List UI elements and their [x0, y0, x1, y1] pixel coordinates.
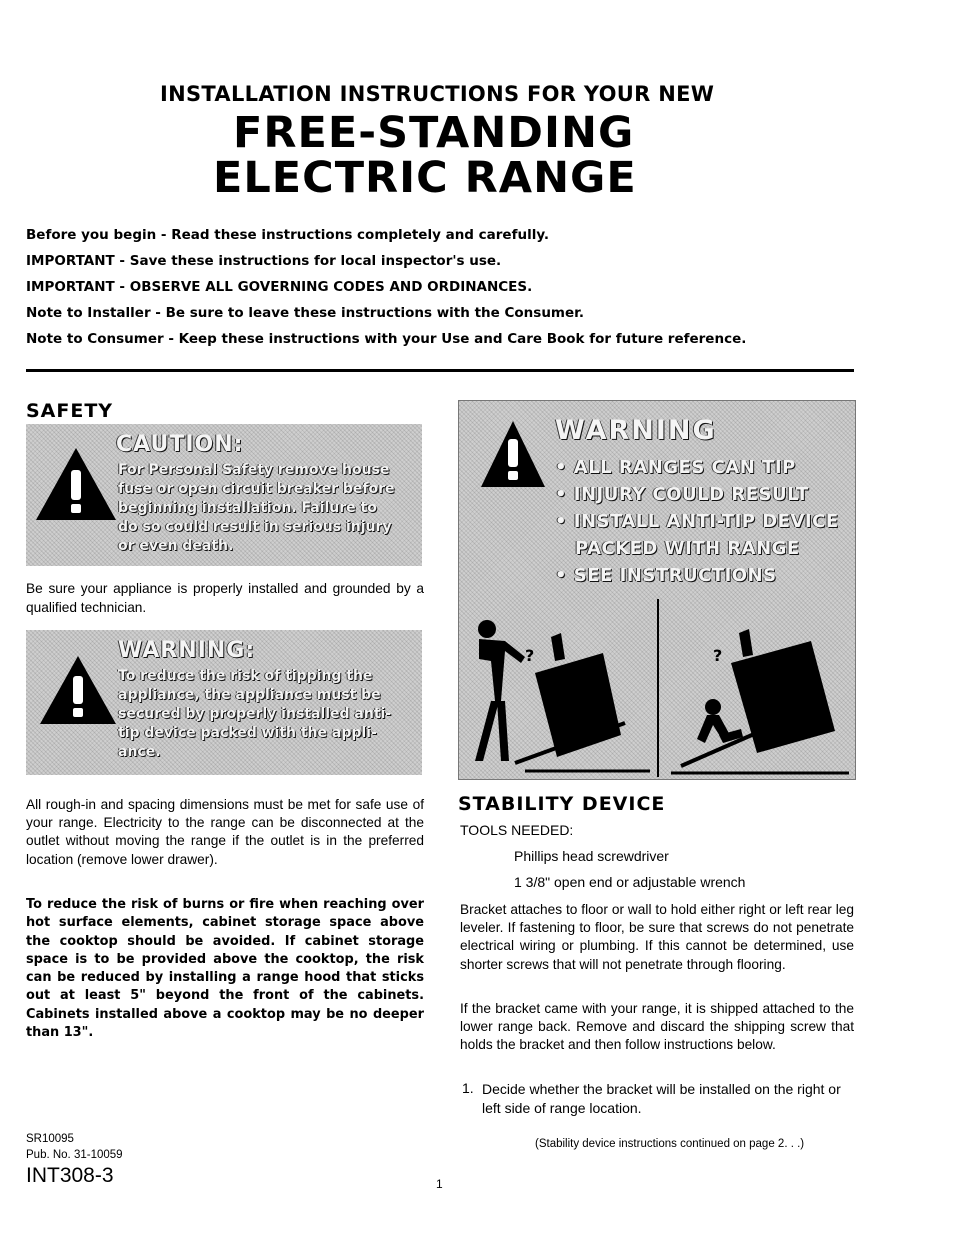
tool-screwdriver: Phillips head screwdriver	[514, 848, 669, 864]
caution-line-1: For Personal Safety remove house	[118, 462, 390, 478]
warning-triangle-large-icon	[479, 419, 547, 489]
caution-line-5: or even death.	[118, 538, 234, 554]
note-to-installer: Note to Installer - Be sure to leave these instructions with the Consumer.	[26, 305, 585, 321]
tip-warning-bullet-3: • INSTALL ANTI-TIP DEVICE	[555, 511, 839, 532]
warning-triangle-icon	[38, 654, 118, 726]
footer-code: SR10095	[26, 1133, 74, 1145]
child-under-range-illustration	[661, 611, 851, 776]
person-tipping-range-illustration	[465, 611, 655, 776]
safety-heading: SAFETY	[26, 400, 114, 422]
caution-line-4: do so could result in serious injury	[118, 519, 392, 535]
tipping-warning-title: WARNING:	[118, 638, 256, 663]
page-number: 1	[436, 1177, 443, 1191]
tipping-warning-box	[26, 630, 422, 775]
burns-fire-paragraph: To reduce the risk of burns or fire when reaching over hot surface elements, cabinet storage space above the cooktop should be avoided. If cabinet storage space is to be provided above the cooktop, the risk can be reduced by installing a range hood that sticks out at least 5" beyond the front of the cabinets. Cabinets installed above a cooktop may be no deeper than 13".	[26, 897, 424, 1041]
bracket-paragraph: Bracket attaches to floor or wall to hold either right or left rear leg leveler. If fastening to floor, be sure that screws do not penetrate electrical wiring or plumbing. If this cannot be determined, use shorter screws that will not penetrate through flooring.	[460, 902, 854, 972]
caution-line-2: fuse or open circuit breaker before	[118, 481, 395, 497]
footer-doc-id: INT308-3	[26, 1164, 114, 1187]
document-subtitle: INSTALLATION INSTRUCTIONS FOR YOUR NEW	[160, 82, 715, 106]
tool-wrench: 1 3/8" open end or adjustable wrench	[514, 874, 746, 890]
tip-warning-bullet-4: • SEE INSTRUCTIONS	[555, 565, 777, 586]
footer-pub-number: Pub. No. 31-10059	[26, 1149, 123, 1161]
document-title-line2: ELECTRIC RANGE	[213, 153, 637, 203]
caution-box	[26, 424, 422, 566]
caution-line-3: beginning installation. Failure to	[118, 500, 377, 516]
grounding-paragraph: Be sure your appliance is properly installed and grounded by a qualified technician.	[26, 581, 424, 615]
tip-warning-bullet-1: • ALL RANGES CAN TIP	[555, 457, 796, 478]
tools-needed-label: TOOLS NEEDED:	[460, 822, 574, 838]
continued-note: (Stability device instructions continued on page 2. . .)	[535, 1138, 805, 1150]
document-title-line1: FREE-STANDING	[233, 108, 635, 158]
tipping-warning-line-5: ance.	[118, 744, 161, 760]
panel-divider	[657, 599, 659, 777]
tip-warning-panel	[458, 400, 856, 780]
note-before-you-begin: Before you begin - Read these instructions completely and carefully.	[26, 227, 550, 243]
stability-device-heading: STABILITY DEVICE	[458, 793, 666, 815]
tip-warning-bullet-2: • INJURY COULD RESULT	[555, 484, 809, 505]
note-important-save: IMPORTANT - Save these instructions for local inspector's use.	[26, 253, 502, 269]
tipping-warning-line-3: secured by properly installed anti-	[118, 706, 392, 722]
rough-in-paragraph: All rough-in and spacing dimensions must be met for safe use of your range. Electricity to the range can be disconnected at the outlet without moving the range if the outlet is in the preferred location (remove lower drawer).	[26, 797, 424, 867]
bracket-shipping-paragraph: If the bracket came with your range, it is shipped attached to the lower range back. Remove and discard the shipping screw that holds the bracket and then follow instructions below.	[460, 1001, 854, 1053]
tip-warning-title: WARNING	[555, 415, 717, 446]
caution-title: CAUTION:	[116, 432, 244, 457]
tipping-warning-line-1: To reduce the risk of tipping the	[118, 668, 373, 684]
caution-triangle-icon	[34, 446, 118, 522]
svg-text:?: ?	[713, 646, 723, 665]
step-1-number: 1.	[462, 1080, 474, 1096]
svg-text:?: ?	[525, 646, 535, 665]
note-to-consumer: Note to Consumer - Keep these instructions with your Use and Care Book for future reference.	[26, 331, 747, 347]
tipping-warning-line-4: tip device packed with the appli-	[118, 725, 377, 741]
step-1-text: Decide whether the bracket will be installed on the right or left side of range location.	[482, 1081, 841, 1116]
note-important-codes: IMPORTANT - OBSERVE ALL GOVERNING CODES AND ORDINANCES.	[26, 279, 533, 295]
tipping-warning-line-2: appliance, the appliance must be	[118, 687, 381, 703]
tip-warning-bullet-3-cont: PACKED WITH RANGE	[575, 538, 800, 559]
section-divider	[26, 369, 854, 372]
